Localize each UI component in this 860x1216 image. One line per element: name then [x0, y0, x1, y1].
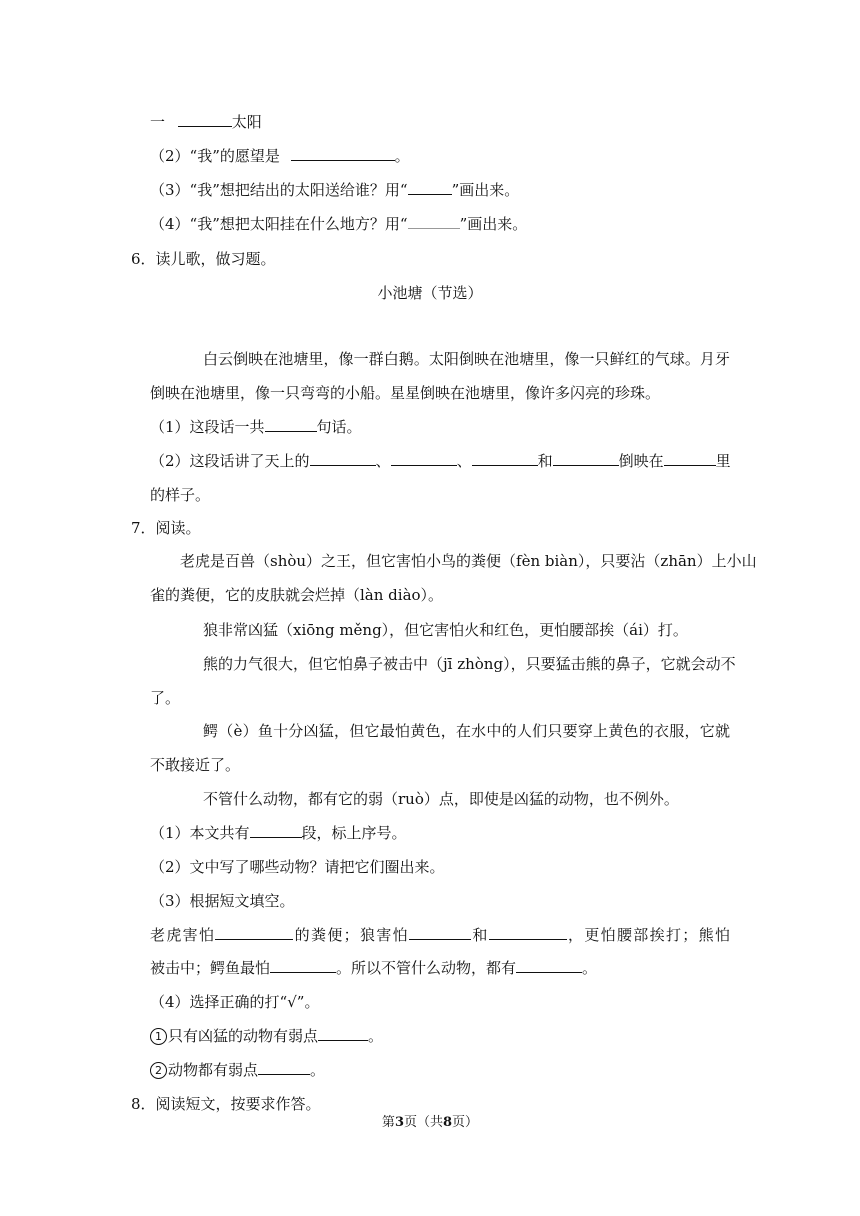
q7-fill-d: ，更怕腰部挨打；熊怕: [566, 926, 730, 944]
answer-blank[interactable]: [408, 180, 452, 195]
answer-blank[interactable]: [489, 925, 567, 940]
circled-number-1: 1: [150, 1028, 167, 1045]
q6-poem-line2: 倒映在池塘里，像一只弯弯的小船。星星倒映在池塘里，像许多闪亮的珍珠。: [150, 384, 661, 402]
q5-sub3-suffix: ”画出来。: [451, 181, 520, 199]
q7-sub1-suffix: 段，标上序号。: [301, 824, 407, 842]
answer-blank[interactable]: [553, 451, 619, 466]
circled-number-2: 2: [150, 1062, 167, 1079]
answer-blank[interactable]: [291, 146, 395, 161]
q7-fill2-b: 。所以不管什么动物，都有: [336, 959, 517, 977]
q5-sub4-suffix: ”画出来。: [459, 215, 528, 233]
footer-pre: 第: [381, 1115, 395, 1130]
q6-end: 里: [715, 452, 731, 470]
q6-heading: 6．读儿歌，做习题。: [131, 250, 276, 268]
q6-sep1: 、: [375, 452, 391, 470]
q5-sub2-text: （2）“我”的愿望是: [150, 147, 280, 165]
answer-blank[interactable]: [391, 451, 457, 466]
answer-blank[interactable]: [265, 417, 317, 432]
q8-heading: 8．阅读短文，按要求作答。: [131, 1095, 321, 1113]
q7-sub4: （4）选择正确的打“√”。: [150, 993, 320, 1011]
q7-p1-line1: 老虎是百兽（shòu）之王，但它害怕小鸟的粪便（fèn biàn），只要沾（zhān）上小山: [180, 552, 757, 570]
q6-sub2-line: [150, 451, 731, 471]
answer-blank[interactable]: [250, 823, 302, 838]
q7-fill2-a: 被击中；鳄鱼最怕: [150, 959, 271, 977]
q7-option-2: [150, 1060, 325, 1080]
q6-sub1-suffix: 句话。: [316, 418, 362, 436]
q7-opt2-text: 动物都有弱点: [168, 1061, 259, 1079]
answer-blank[interactable]: [258, 1060, 310, 1075]
q7-sub3: （3）根据短文填空。: [150, 892, 295, 910]
footer-total-pages: 8: [443, 1115, 453, 1130]
q7-opt2-end: 。: [310, 1061, 326, 1079]
q7-sub1-line: [150, 823, 407, 843]
q7-fill-c: 和: [470, 926, 489, 944]
q7-fill-b: 的粪便；狼害怕: [293, 926, 409, 944]
q7-fill-line1: [150, 925, 730, 945]
q6-poem-line1: 白云倒映在池塘里，像一群白鹅。太阳倒映在池塘里，像一只鲜红的气球。月牙: [203, 350, 730, 368]
q7-sub2: （2）文中写了哪些动物？请把它们圈出来。: [150, 858, 445, 876]
answer-blank[interactable]: [270, 958, 336, 973]
answer-blank[interactable]: [408, 214, 460, 229]
answer-blank[interactable]: [318, 1026, 368, 1041]
answer-blank[interactable]: [215, 925, 293, 940]
q7-sub1-prefix: （1）本文共有: [150, 824, 250, 842]
q7-p3-line2: 了。: [150, 689, 181, 707]
q6-sub2-line2: 的样子。: [150, 486, 211, 504]
footer-page-number: 3: [394, 1115, 404, 1130]
q6-mid: 倒映在: [618, 452, 664, 470]
q7-option-1: [150, 1026, 383, 1046]
answer-blank[interactable]: [472, 451, 538, 466]
answer-blank[interactable]: [516, 958, 582, 973]
q5-sub2-end: 。: [394, 147, 410, 165]
q7-fill-line2: [150, 958, 597, 978]
q7-p4-line1: 鳄（è）鱼十分凶猛，但它最怕黄色，在水中的人们只要穿上黄色的衣服，它就: [203, 722, 730, 740]
q7-heading: 7．阅读。: [131, 519, 201, 537]
q7-p2: 狼非常凶猛（xiōng měng），但它害怕火和红色，更怕腰部挨（ái）打。: [203, 621, 688, 639]
q7-fill-a: 老虎害怕: [150, 926, 216, 944]
q7-p1-line2: 雀的粪便，它的皮肤就会烂掉（làn diào）。: [150, 586, 444, 604]
q5-sub4-prefix: （4）“我”想把太阳挂在什么地方？用“: [150, 215, 408, 233]
answer-blank[interactable]: [409, 925, 471, 940]
q6-sub1-line: [150, 417, 362, 437]
footer-post: 页）: [452, 1115, 479, 1130]
q5-sub1-prefix: 一: [150, 113, 166, 131]
q7-opt1-text: 只有凶猛的动物有弱点: [168, 1027, 319, 1045]
q6-and: 和: [537, 452, 553, 470]
page-footer: [0, 1113, 860, 1133]
q5-sub4-line: [150, 214, 527, 234]
q6-sub1-prefix: （1）这段话一共: [150, 418, 265, 436]
q7-p5: 不管什么动物，都有它的弱（ruò）点，即使是凶猛的动物，也不例外。: [203, 790, 679, 808]
q5-sub3-prefix: （3）“我”想把结出的太阳送给谁？用“: [150, 181, 408, 199]
q7-p3-line1: 熊的力气很大，但它怕鼻子被击中（jī zhòng），只要猛击熊的鼻子，它就会动不: [203, 655, 736, 673]
q7-p4-line2: 不敢接近了。: [150, 756, 241, 774]
q5-sub2-line: [150, 146, 410, 166]
q6-sep2: 、: [456, 452, 472, 470]
q5-sub1-line: [150, 112, 262, 132]
answer-blank[interactable]: [310, 451, 376, 466]
q6-sub2-prefix: （2）这段话讲了天上的: [150, 452, 310, 470]
q6-poem-title: 小池塘（节选）: [377, 284, 483, 302]
answer-blank[interactable]: [664, 451, 716, 466]
q5-sub1-suffix: 太阳: [231, 113, 262, 131]
q7-opt1-end: 。: [368, 1027, 384, 1045]
q5-sub3-line: [150, 180, 519, 200]
answer-blank[interactable]: [178, 112, 232, 127]
footer-mid: 页（共: [403, 1115, 443, 1130]
q7-fill2-c: 。: [582, 959, 598, 977]
